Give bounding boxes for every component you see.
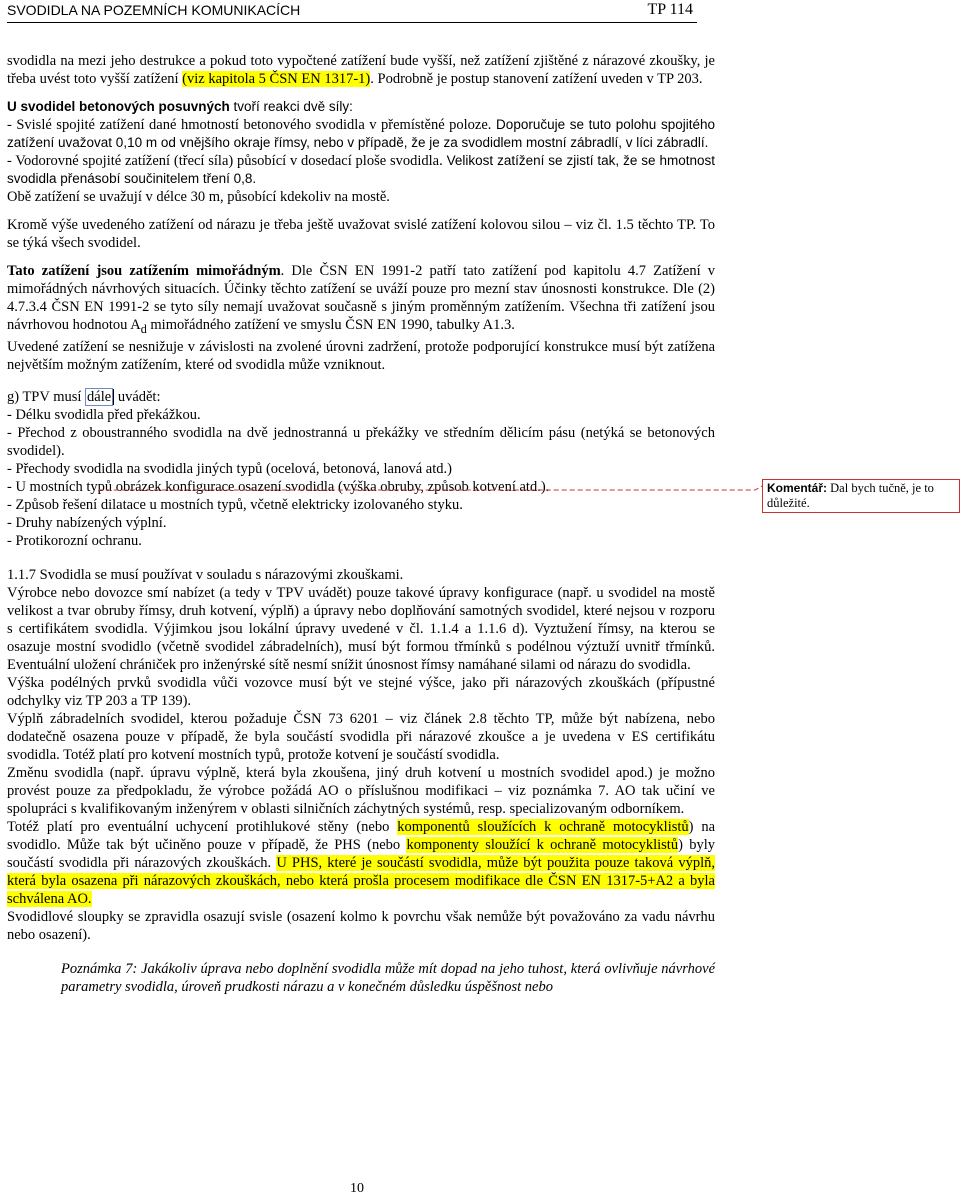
list-item: - U mostních typů obrázek konfigurace osazení svodidla (výška obruby, způsob kotvení atd.). bbox=[7, 478, 550, 495]
vertical-load-item: - Svislé spojité zatížení dané hmotností betonového svodidla v přemístěné poloze. Doporučuje se tuto polohu spojitého zatížení uvažovat 0,10 m od vnějšího okraje římsy, nebo v případě, že je za svodidlem mostní zábradlí, v líci zábradlí. bbox=[7, 117, 715, 150]
list-item: - Druhy nabízených výplní. bbox=[7, 514, 167, 531]
page-number: 10 bbox=[350, 1181, 364, 1196]
header-doc-code: TP 114 bbox=[647, 1, 693, 18]
comment-text: Dal bych tučně, je to důležité. bbox=[767, 481, 934, 510]
comment-balloon[interactable] bbox=[762, 479, 960, 513]
paragraph-modification: Změnu svodidla (např. úpravu výplně, která byla zkoušena, jiný druh kotvení u mostních svodidel apod.) je možno provést pouze za předpokladu, že výrobce požádá AO o příslušnou modifikaci – viz poznámka 7. AO tak učiní ve spolupráci s kvalifikovaným inženýrem v oblasti silničních záchytných systémů, resp. specializovaným odborníkem. bbox=[7, 764, 715, 817]
horizontal-load-item: - Vodorovné spojité zatížení (třecí síla) působící v dosedací ploše svodidla. Velikost zatížení se zjistí tak, že se hmotnost svodidla přenásobí součinitelem tření 0,8. bbox=[7, 153, 715, 186]
highlighted-reference: (viz kapitola 5 ČSN EN 1317-1) bbox=[182, 71, 371, 87]
paragraph-wheel-load: Kromě výše uvedeného zatížení od nárazu je třeba ještě uvažovat svislé zatížení kolovou silou – viz čl. 1.5 těchto TP. To se týká všech svodidel. bbox=[7, 217, 715, 251]
section-number: 1.1.7 bbox=[7, 566, 36, 583]
highlight-phs-infill: U PHS, které je součástí svodidla, může být použita pouze taková výplň, která byla osazena při nárazových zkouškách, nebo která prošla procesem modifikace dle ČSN EN 1317-5+A2 a byla schválena AO. bbox=[7, 854, 715, 907]
highlight-motorcyclist-2: komponenty sloužící k ochraně motocyklistů bbox=[406, 836, 679, 853]
note-7: Poznámka 7: Jakákoliv úprava nebo doplnění svodidla může mít dopad na jeho tuhost, která ovlivňuje návrhové parametry svodidla, úroveň prudkosti nárazu a v konečném důsledku úspěšnost nebo bbox=[61, 960, 715, 995]
paragraph-accidental-loads: Tato zatížení jsou zatížením mimořádným. Dle ČSN EN 1991-2 patří tato zatížení pod kapitolu 4.7 Zatížení v mimořádných návrhových situacích. Účinky těchto zatížení se uváží pouze pro mezní stav únosnosti konstrukce. Dle (2) 4.7.3.4 ČSN EN 1991-2 se tyto síly nemají uvažovat současně s jiným proměnným zatížením. Všechna tři zatížení jsou návrhovou hodnotou $A_d$ mimořádného zatížení ve smyslu ČSN EN 1990, tabulky A1.3. bbox=[7, 263, 715, 336]
concrete-barrier-intro: U svodidel betonových posuvných tvoří reakci dvě síly: bbox=[7, 99, 353, 114]
comment-label: Komentář: bbox=[767, 481, 828, 495]
list-item: - Přechody svodidla na svodidla jiných typů (ocelová, betonová, lanová atd.) bbox=[7, 460, 452, 477]
list-item: - Protikorozní ochranu. bbox=[7, 532, 142, 549]
paragraph-configuration: Výrobce nebo dovozce smí nabízet (a tedy v TPV uvádět) pouze takové úpravy konfigurace (např. u svodidel na mostě velikost a tvar obruby římsy, druh kotvení, výplň) a úpravy nebo doplňování samotných svodidel, které nejsou v rozporu s certifikátem svodidla. Výjimkou jsou lokální úpravy uvedené v čl. 1.1.4 a 1.1.6 d). Vyztužení římsy, na kterou se osazuje mostní svodidlo (včetně svodidel zábradelních), musí být formou třmínků s podélnou výztuží uvnitř třmínků. Eventuální uložení chrániček pro inženýrské sítě nesmí snížit únosnost římsy namáhané silami od nárazu do svodidla. bbox=[7, 584, 715, 673]
paragraph-noise-barrier: Totéž platí pro eventuální uchycení protihlukové stěny (nebo komponentů sloužících k ochraně motocyklistů) na svodidlo. Může tak být učiněno pouze v případě, že PHS (nebo komponenty sloužící k ochraně motocyklistů) byly součástí svodidla při nárazových zkouškách. U PHS, které je součástí svodidla, může být použita pouze taková výplň, která byla osazena při nárazových zkouškách, nebo která prošla procesem modifikace dle ČSN EN 1317-5+A2 a byla schválena AO. bbox=[7, 818, 716, 907]
list-item: - Přechod z oboustranného svodidla na dvě jednostranná u překážky ve středním dělicím pásu (netýká se betonových svodidel). bbox=[7, 424, 715, 459]
paragraph-infill: Výplň zábradelních svodidel, kterou požaduje ČSN 73 6201 – viz článek 2.8 těchto TP, může být nabízena, nebo dodatečně osazena pouze v případě, že byla součástí svodidla při nárazové zkoušce a je uvedena v ES certifikátu svodidla. Totéž platí pro kotvení mostních typů, protože kotvení je součástí svodidla. bbox=[7, 710, 715, 763]
commented-word[interactable]: dále bbox=[87, 388, 112, 405]
paragraph-posts: Svodidlové sloupky se zpravidla osazují svisle (osazení kolmo k povrchu však nemůže být považováno za vadu návrhu nebo osazení). bbox=[7, 908, 715, 943]
paragraph-load-not-reduced: Uvedené zatížení se nesnižuje v závislosti na zvolené úrovni zadržení, protože podporující konstrukce musí být zatížena největším možným zatížením, které od svodidla může vzniknout. bbox=[7, 338, 715, 373]
tpv-list-intro: g) TPV musí dále uvádět: bbox=[7, 388, 161, 405]
section-title: Svodidla se musí používat v souladu s nárazovými zkouškami. bbox=[36, 566, 404, 583]
header-title: SVODIDLA NA POZEMNÍCH KOMUNIKACÍCH bbox=[7, 2, 301, 18]
list-item: - Způsob řešení dilatace u mostních typů, včetně elektricky izolovaného styku. bbox=[7, 496, 463, 513]
paragraph-element-height: Výška podélných prvků svodidla vůči vozovce musí být ve stejné výšce, jako při nárazových zkouškách (přípustné odchylky viz TP 203 a TP 139). bbox=[7, 674, 715, 709]
highlight-motorcyclist-1: komponentů sloužících k ochraně motocyklistů bbox=[397, 818, 689, 835]
list-item: - Délku svodidla před překážkou. bbox=[7, 406, 201, 423]
load-length-note: Obě zatížení se uvažují v délce 30 m, působící kdekoliv na mostě. bbox=[7, 189, 390, 205]
paragraph-load-calculation: svodidla na mezi jeho destrukce a pokud toto vypočtené zatížení bude vyšší, než zatížení zjištěné z nárazové zkoušky, je třeba uvést toto vyšší zatížení (viz kapitola 5 ČSN EN 1317-1). Podrobně je postup stanovení zatížení uveden v TP 203. bbox=[7, 53, 715, 87]
